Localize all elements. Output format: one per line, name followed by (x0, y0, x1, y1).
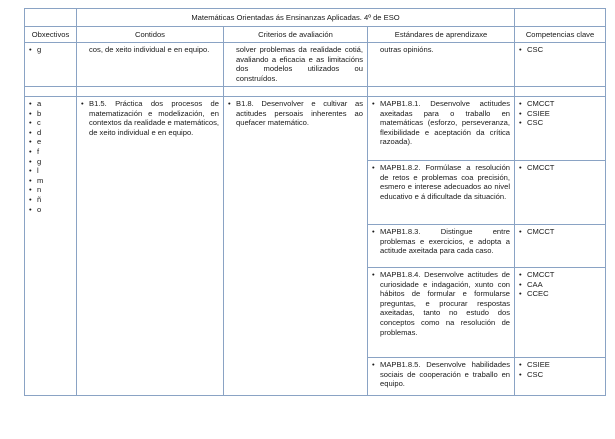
table-row (25, 97, 606, 161)
row2-criteria: • B1.8. Desenvolver e cultivar as actitudes persoais inherentes ao quefacer matemático. (224, 97, 368, 396)
title-right-cell (515, 9, 606, 27)
row2-contents: • B1.5. Práctica dos procesos de matematización e modelización, en contextos da realidade e matemáticos, de xeito individual e en equipo. (77, 97, 224, 396)
row-spacer (25, 87, 606, 97)
competence-item: • CSC (519, 45, 601, 55)
table-title: Matemáticas Orientadas ás Ensinanzas Aplicadas. 4º de ESO (77, 9, 515, 27)
competence-item: • CMCCT (519, 163, 601, 173)
row1-contents: cos, de xeito individual e en equipo. (77, 43, 224, 87)
standard-cell: • MAPB1.8.5. Desenvolve habilidades sociais de cooperación e traballo en equipo. (368, 358, 515, 396)
standard-cell: • MAPB1.8.4. Desenvolve actitudes de curiosidade e indagación, xunto con hábitos de formular e formularse preguntas, e procurar respostas axeitadas, tanto no estudo dos conceptos como na resolución de problemas. (368, 268, 515, 358)
objective-item: • g (29, 45, 72, 55)
competence-cell (515, 358, 606, 396)
header-criteria: Criterios de avaliación (224, 27, 368, 43)
objective-item: • m (29, 176, 72, 186)
objective-item: • e (29, 137, 72, 147)
row2-objectives (25, 97, 77, 396)
row1-criteria: solver problemas da realidade cotiá, avaliando a eficacia e as limitacións dos modelos utilizados ou construídos. (224, 43, 368, 87)
objective-item: • l (29, 166, 72, 176)
competence-cell (515, 161, 606, 225)
objective-item: • d (29, 128, 72, 138)
standard-cell: • MAPB1.8.2. Formúlase a resolución de retos e problemas coa precisión, esmero e interese adecuados ao nivel educativo e á dificultade da situación. (368, 161, 515, 225)
header-competences: Competencias clave (515, 27, 606, 43)
objective-item: • o (29, 205, 72, 215)
curriculum-table (24, 8, 606, 396)
objective-item: • ñ (29, 195, 72, 205)
standard-cell: • MAPB1.8.1. Desenvolve actitudes axeitadas para o traballo en matemáticas (esforzo, perseveranza, flexibilidade e aceptación da crítica razoada). (368, 97, 515, 161)
competence-cell (515, 97, 606, 161)
header-objectives: Obxectivos (25, 27, 77, 43)
table-row (25, 43, 606, 87)
objective-item: • b (29, 109, 72, 119)
competence-item: • CAA (519, 280, 601, 290)
competence-item: • CMCCT (519, 270, 601, 280)
objective-item: • c (29, 118, 72, 128)
title-left-cell (25, 9, 77, 27)
competence-cell (515, 225, 606, 268)
objective-item: • g (29, 157, 72, 167)
row1-competences (515, 43, 606, 87)
header-contents: Contidos (77, 27, 224, 43)
competence-item: • CCEC (519, 289, 601, 299)
competence-item: • CSIEE (519, 360, 601, 370)
competence-item: • CSC (519, 118, 601, 128)
competence-item: • CSIEE (519, 109, 601, 119)
competence-item: • CMCCT (519, 99, 601, 109)
standard-cell: • MAPB1.8.3. Distingue entre problemas e exercicios, e adopta a actitude axeitada para cada caso. (368, 225, 515, 268)
row1-standards: outras opinións. (368, 43, 515, 87)
row1-objectives (25, 43, 77, 87)
objective-item: • n (29, 185, 72, 195)
competence-item: • CMCCT (519, 227, 601, 237)
competence-item: • CSC (519, 370, 601, 380)
header-standards: Estándares de aprendizaxe (368, 27, 515, 43)
objective-item: • a (29, 99, 72, 109)
competence-cell (515, 268, 606, 358)
objective-item: • f (29, 147, 72, 157)
